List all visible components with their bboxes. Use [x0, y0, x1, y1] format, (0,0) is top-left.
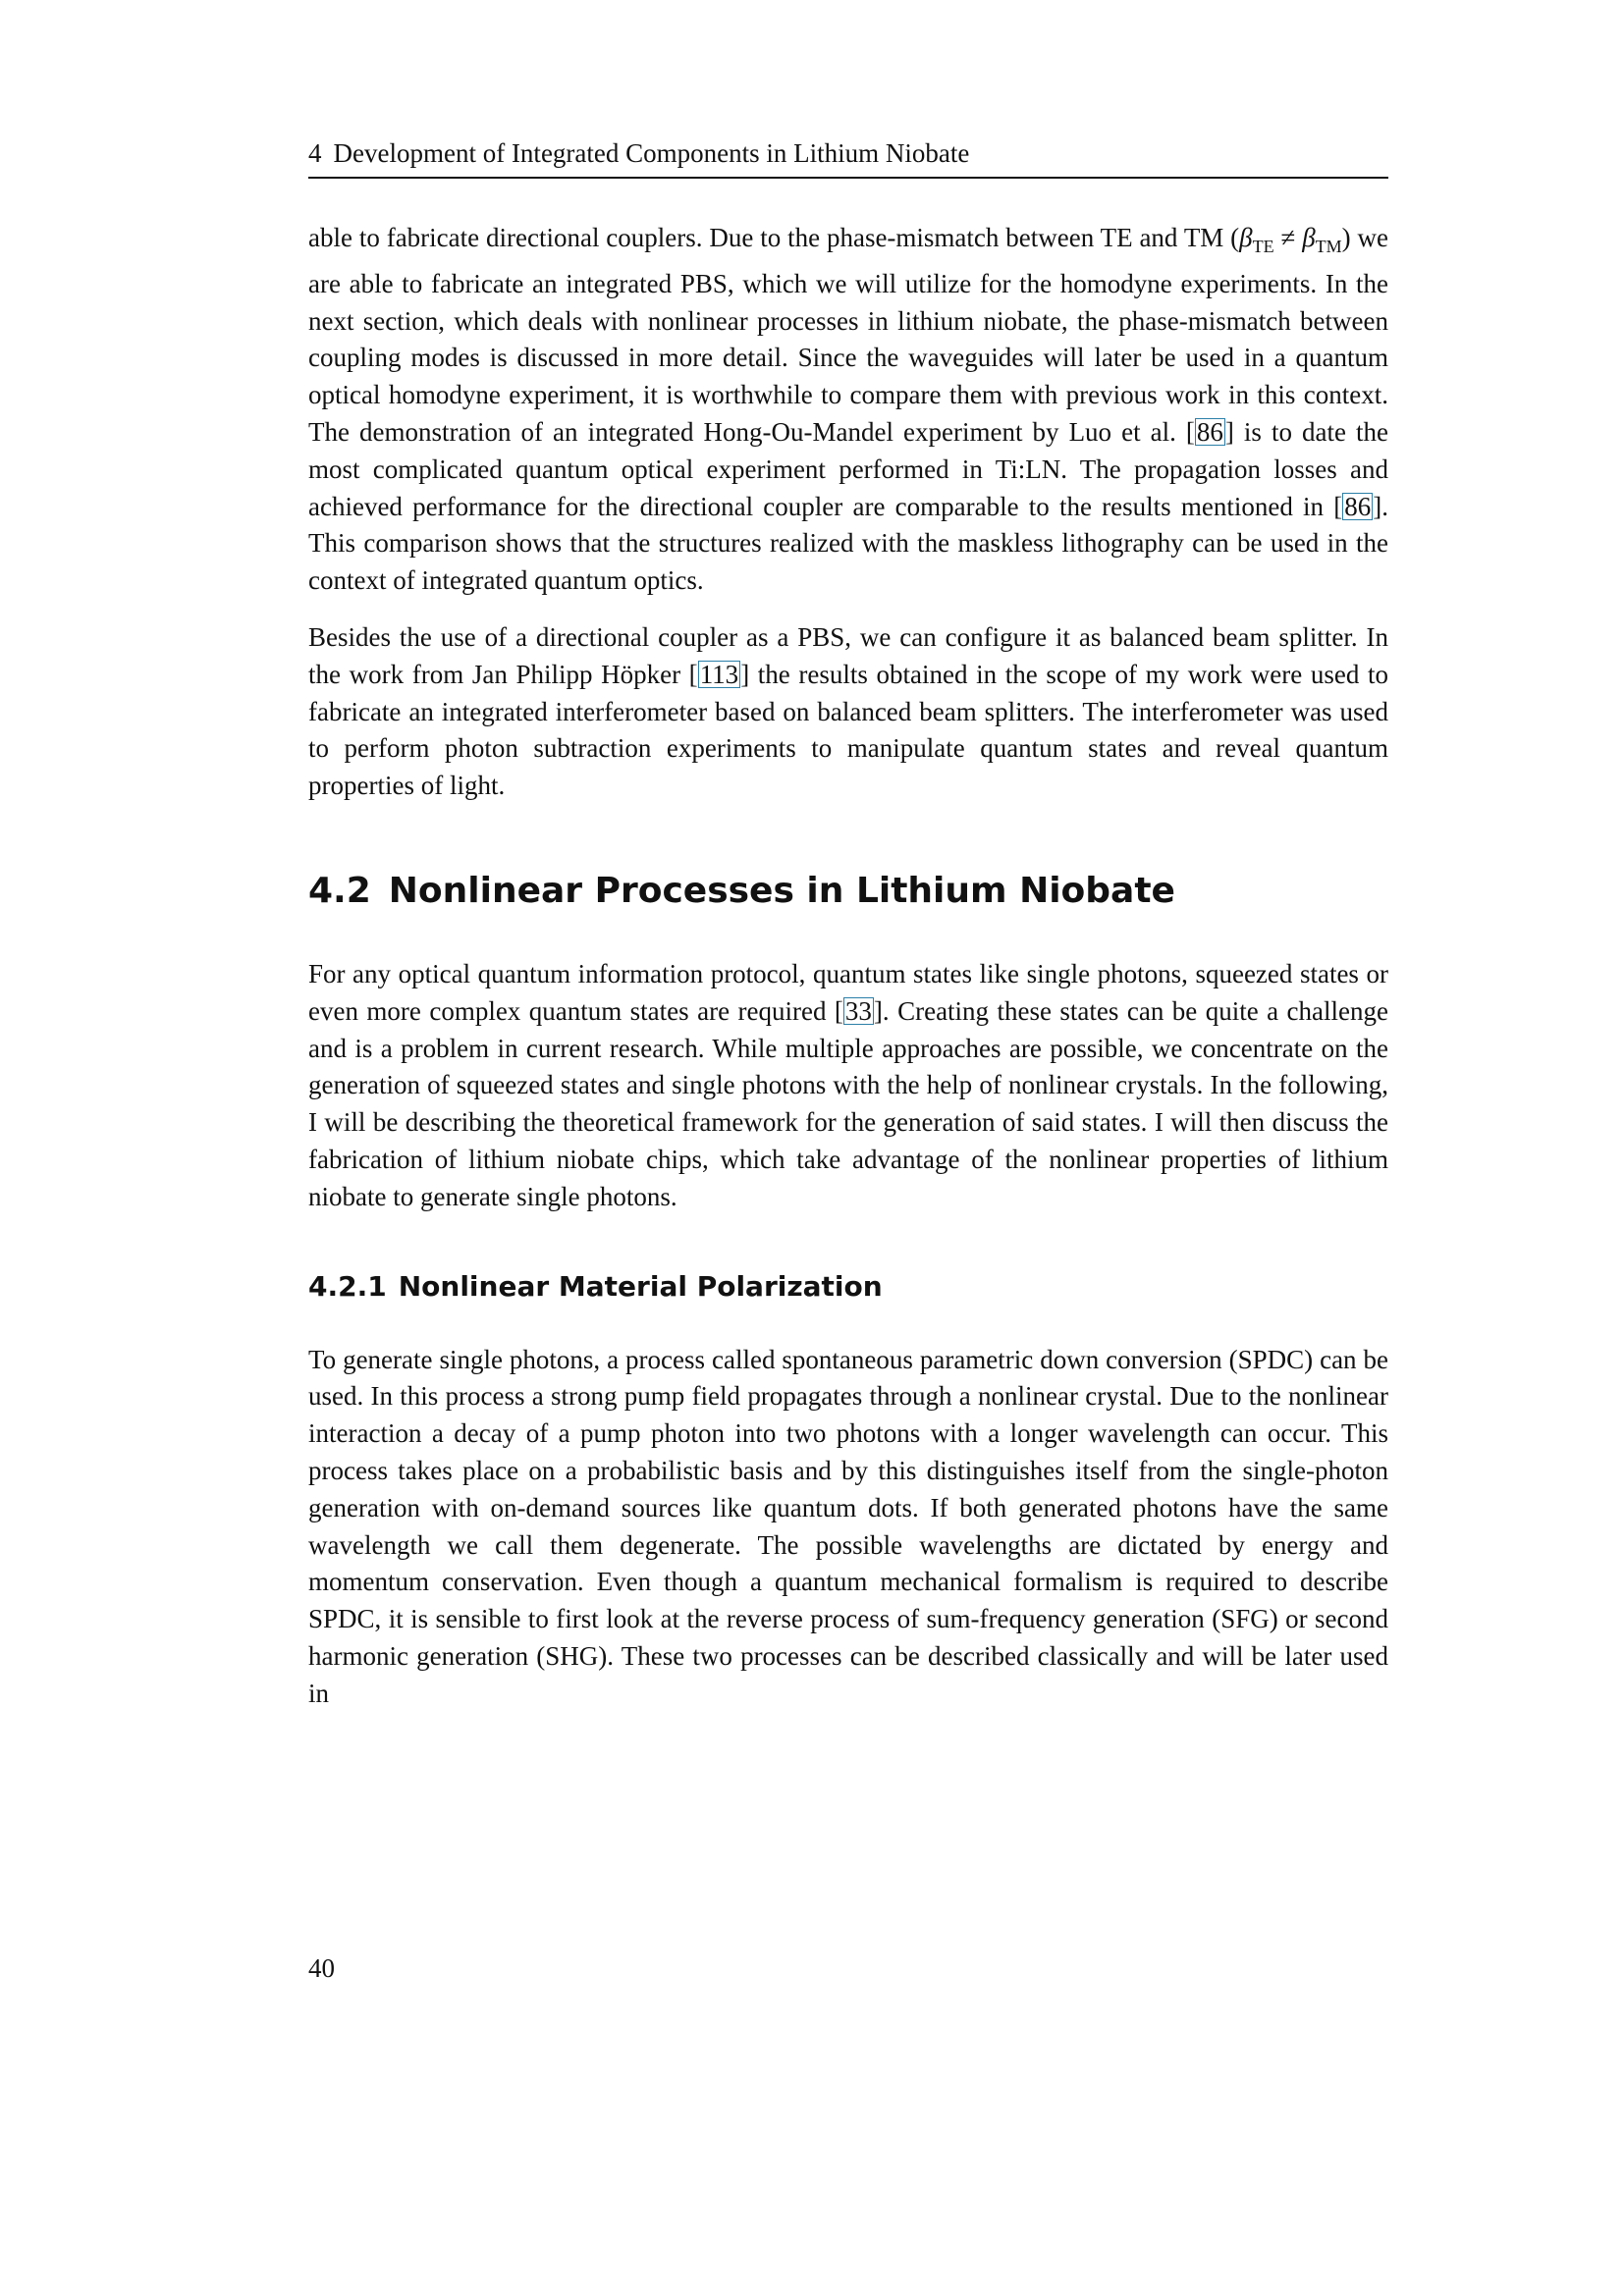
citation-link-33[interactable]: 33 [844, 995, 872, 1026]
subscript-tm: TM [1315, 237, 1342, 256]
paragraph-3 [308, 956, 1388, 1216]
running-header [308, 135, 1388, 179]
citation-link-86[interactable]: 86 [1344, 491, 1372, 521]
text-run: ]. Creating these states can be quite a challenge and is a problem in current research. While multiple approaches are possible, we concentrate on the generation of squeezed states and single photons with the help of nonlinear crystals. In the following, I will be describing the theoretical framework for the generation of said states. I will then discuss the fabrication of lithium niobate chips, which take advantage of the nonlinear properties of lithium niobate to generate single photons. [308, 995, 1388, 1211]
subsection-number: 4.2.1 [308, 1269, 387, 1303]
paragraph-4: To generate single photons, a process called spontaneous parametric down conversion (SPDC) can be used. In this process a strong pump field propagates through a nonlinear crystal. Due to the nonlinear interaction a decay of a pump photon into two photons with a longer wavelength can occur. This process takes place on a probabilistic basis and by this distinguishes itself from the single-photon generation with on-demand sources like quantum dots. If both generated photons have the same wavelength we call them degenerate. The possible wavelengths are dictated by energy and momentum conservation. Even though a quantum mechanical formalism is required to describe SPDC, it is sensible to first look at the reverse process of sum-frequency generation (SFG) or second harmonic generation (SHG). These two processes can be described classically and will be later used in [308, 1344, 1388, 1708]
beta-symbol: β [1302, 223, 1316, 252]
subsection-heading [308, 1269, 1388, 1305]
paragraph-2 [308, 619, 1388, 805]
section-number: 4.2 [308, 870, 371, 911]
section-heading [308, 870, 1388, 913]
text-run: ) we are able to fabricate an integrated PBS, which we will utilize for the homodyne experiments. In the next section, which deals with nonlinear processes in lithium niobate, the phase-mismatch between coupling modes is discussed in more detail. Since the waveguides will later be used in a quantum optical homodyne experiment, it is worthwhile to compare them with previous work in this context. The demonstration of an integrated Hong-Ou-Mandel experiment by Luo et al. [ [308, 223, 1388, 447]
text-run: Besides the use of a directional coupler as a PBS, we can configure it as balanced beam splitter. In the work from Jan Philipp Höpker [ [308, 621, 1388, 689]
text-run: able to fabricate directional couplers. Due to the phase-mismatch between TE and TM ( [308, 223, 1240, 252]
not-equal-symbol: ≠ [1280, 223, 1296, 252]
text-run: ]. This comparison shows that the structures realized with the maskless lithography can be used in the context of integrated quantum optics. [308, 491, 1388, 596]
text-run: ] the results obtained in the scope of my work were used to fabricate an integrated interferometer based on balanced beam splitters. The interferometer was used to perform photon subtraction experiments to manipulate quantum states and reveal quantum properties of light. [308, 659, 1389, 801]
beta-symbol: β [1239, 223, 1253, 252]
citation-link-86[interactable]: 86 [1196, 416, 1223, 447]
citation-link-113[interactable]: 113 [699, 659, 739, 689]
page-number: 40 [308, 1953, 335, 1983]
header-chapter-number: 4 [308, 138, 322, 168]
section-title: Nonlinear Processes in Lithium Niobate [388, 870, 1175, 911]
page-content [308, 135, 1388, 1733]
subscript-te: TE [1252, 237, 1274, 256]
header-chapter-title: Development of Integrated Components in Lithium Niobate [333, 138, 970, 168]
text-run: ] is to date the most complicated quantum optical experiment performed in Ti:LN. The propagation losses and achieved performance for the directional coupler are comparable to the results mentioned in [ [308, 416, 1388, 521]
text-run: For any optical quantum information protocol, quantum states like single photons, squeezed states or even more complex quantum states are required [ [308, 958, 1388, 1026]
paragraph-1 [308, 220, 1388, 600]
subsection-title: Nonlinear Material Polarization [398, 1269, 883, 1303]
